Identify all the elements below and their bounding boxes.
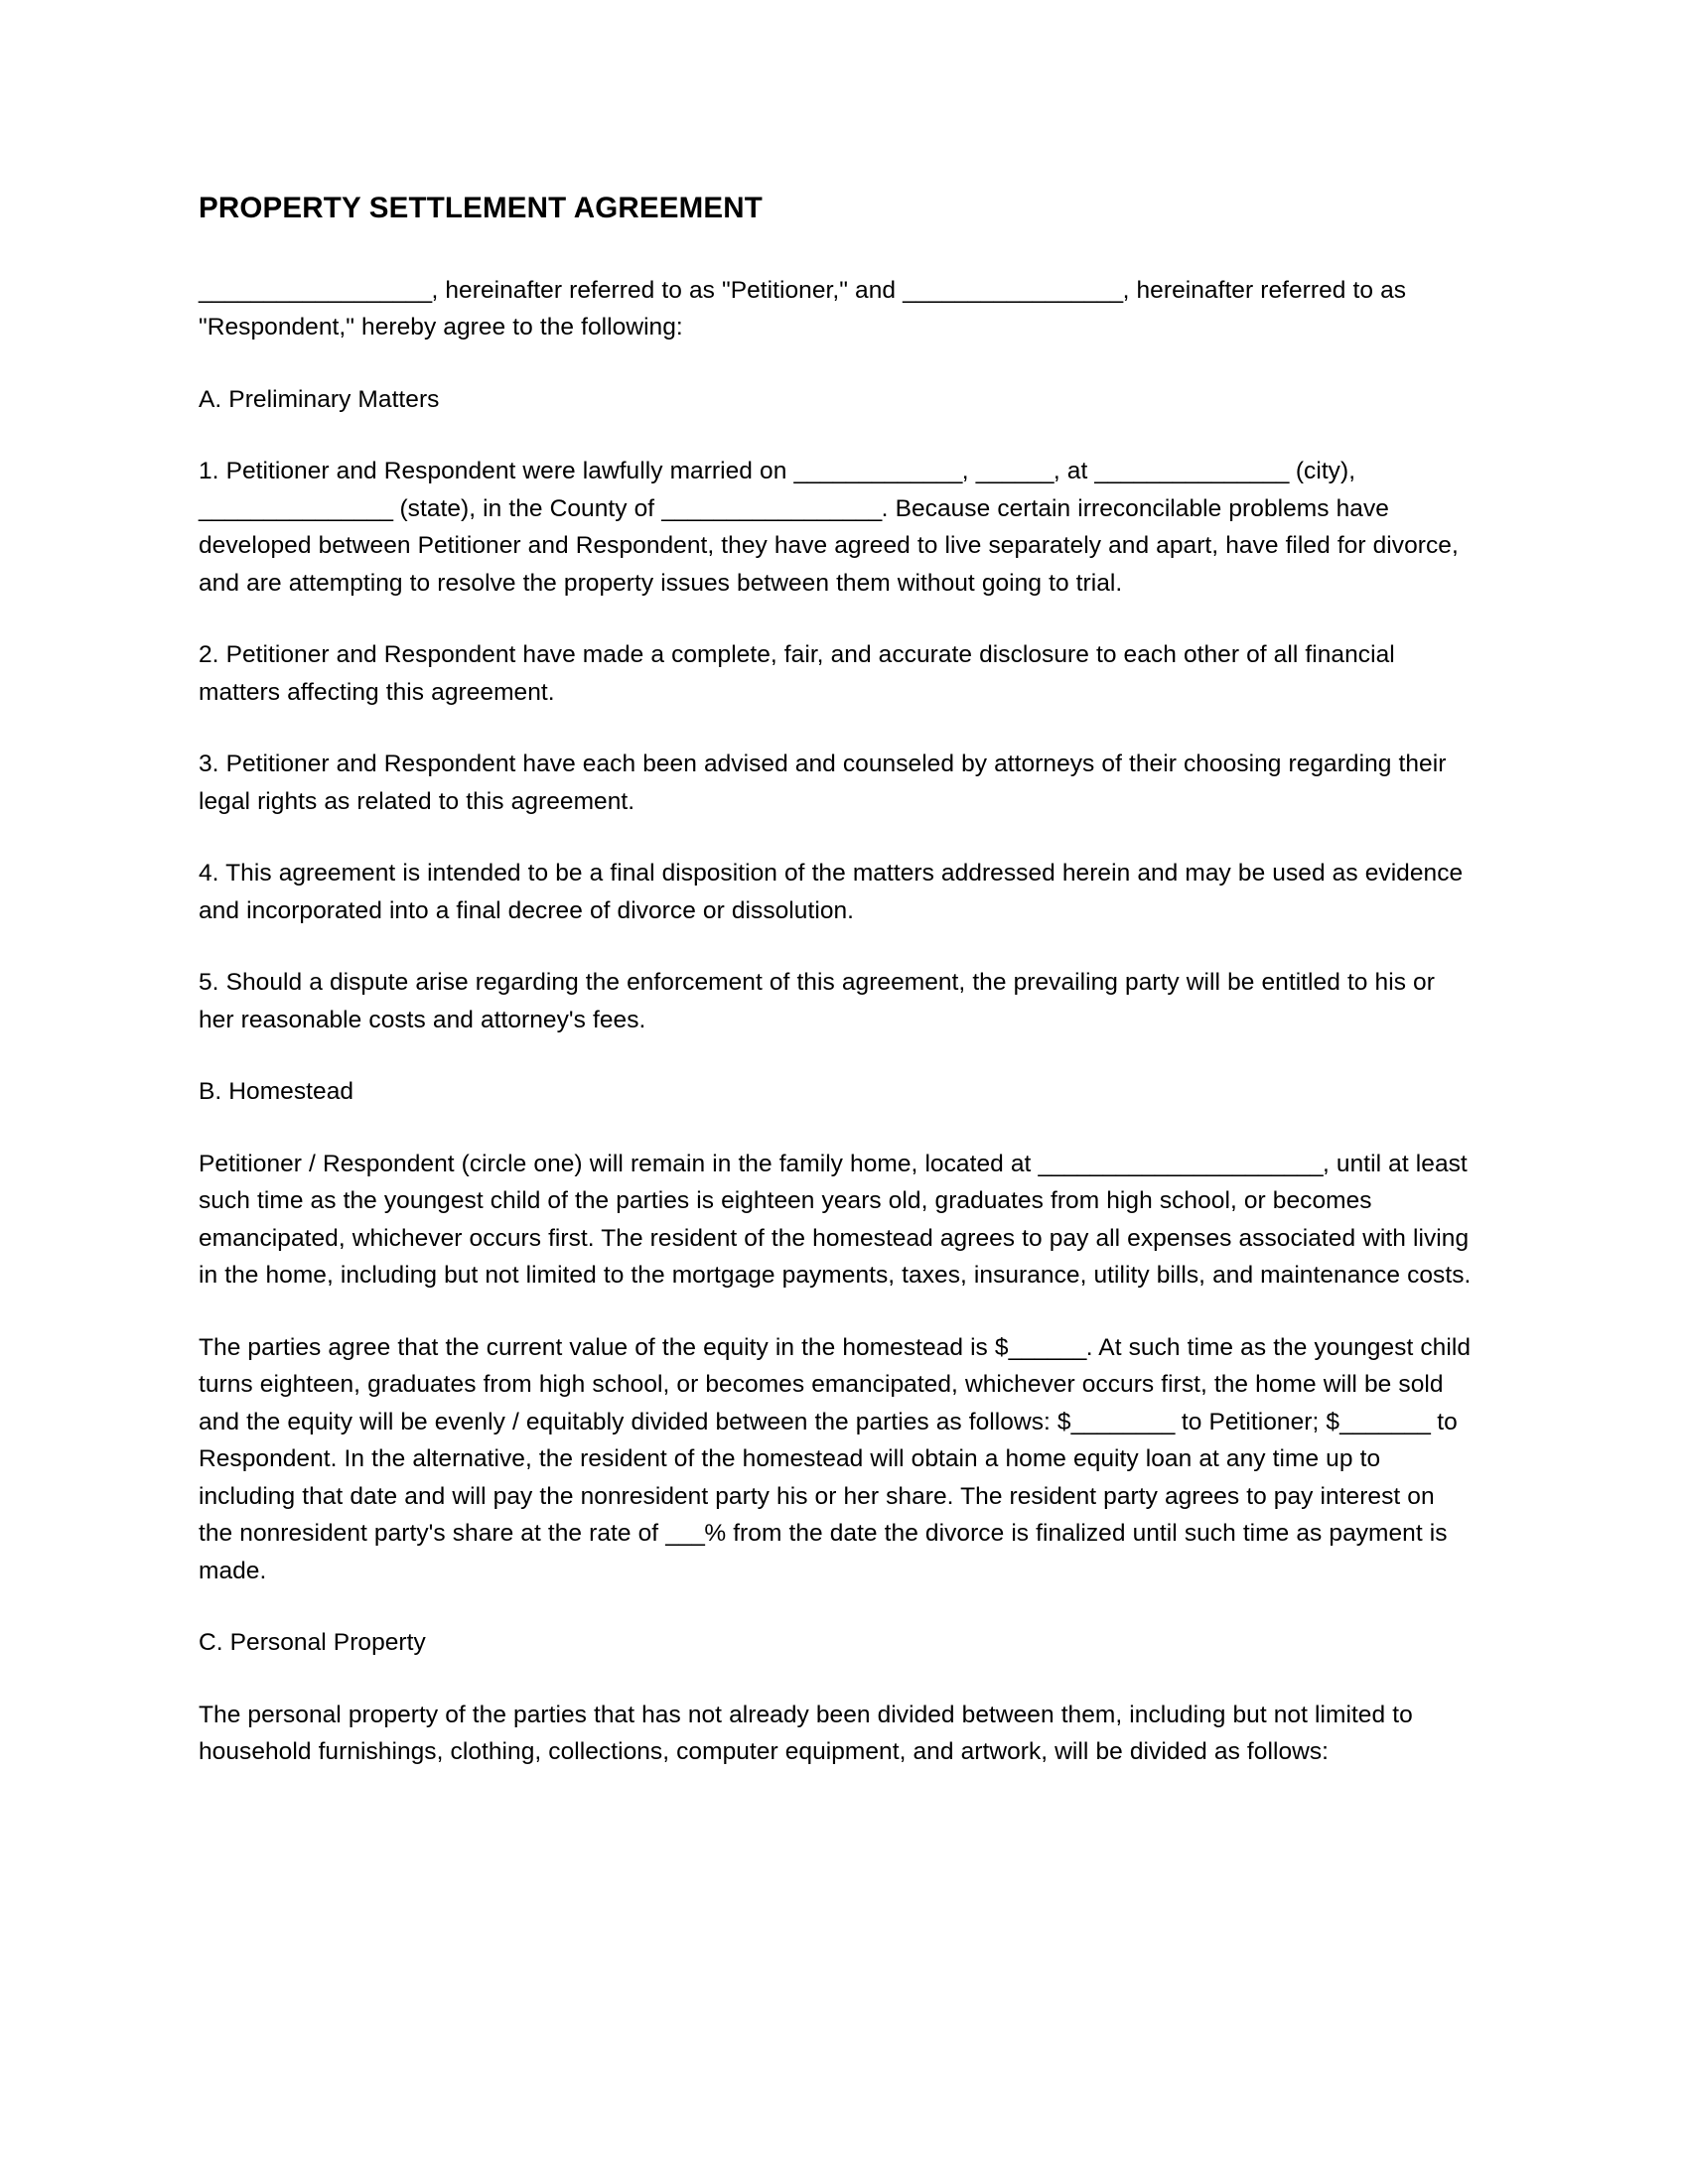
fill-in-blank[interactable]: __________________ xyxy=(199,276,432,304)
clause-c1: The personal property of the parties that has not already been divided between them, including but not limited to household furnishings, clothing, collections, computer equipment, and artwork, will be divided as follows: xyxy=(199,1701,1413,1766)
page-title: PROPERTY SETTLEMENT AGREEMENT xyxy=(199,192,763,224)
clause-a1: 1. Petitioner and Respondent were lawfully married on _____________, ______, at _______________ (city), _______________ (state), in the County of _________________. Because certain irreconcilable problems have developed between Petitioner and Respondent, they have agreed to live separately and apart, have filed for divorce, and are attempting to resolve the property issues between them without going to trial. xyxy=(199,458,1459,597)
parties-intro: __________________, hereinafter referred to as "Petitioner," and _________________, hereinafter referred to as "Respondent," hereby agree to the following: xyxy=(199,276,1407,341)
fill-in-blank[interactable]: ______ xyxy=(1008,1333,1086,1361)
document-body xyxy=(199,272,1475,1771)
fill-in-blank[interactable]: ______ xyxy=(975,458,1054,485)
fill-in-blank[interactable]: _______ xyxy=(1339,1408,1431,1435)
fill-in-blank[interactable]: _________________ xyxy=(903,276,1123,304)
clause-a3: 3. Petitioner and Respondent have each been advised and counseled by attorneys of their choosing regarding their legal rights as related to this agreement. xyxy=(199,751,1447,815)
clause-a2: 2. Petitioner and Respondent have made a complete, fair, and accurate disclosure to each other of all financial matters affecting this agreement. xyxy=(199,641,1395,706)
fill-in-blank[interactable]: _____________ xyxy=(793,458,962,485)
clause-a5: 5. Should a dispute arise regarding the enforcement of this agreement, the prevailing party will be entitled to his or her reasonable costs and attorney's fees. xyxy=(199,969,1435,1033)
fill-in-blank[interactable]: _______________ xyxy=(1094,458,1289,485)
fill-in-blank[interactable]: ______________________ xyxy=(1038,1150,1324,1177)
fill-in-blank[interactable]: ________ xyxy=(1070,1408,1175,1435)
fill-in-blank[interactable]: ___ xyxy=(665,1520,705,1548)
clause-a4: 4. This agreement is intended to be a final disposition of the matters addressed herein and may be used as evidence and incorporated into a final decree of divorce or dissolution. xyxy=(199,860,1464,924)
fill-in-blank[interactable]: _________________ xyxy=(661,494,882,522)
section-b-heading: B. Homestead xyxy=(199,1078,354,1106)
clause-b2: The parties agree that the current value of the equity in the homestead is $______. At such time as the youngest child turns eighteen, graduates from high school, or becomes emancipated, whichever occurs first, the home will be sold and the equity will be evenly / equitably divided between the parties as follows: $________ to Petitioner; $_______ to Respondent. In the alternative, the resident of the homestead will obtain a home equity loan at any time up to including that date and will pay the nonresident party his or her share. The resident party agrees to pay interest on the nonresident party's share at the rate of ___% from the date the divorce is finalized until such time as payment is made. xyxy=(199,1333,1471,1584)
section-a-heading: A. Preliminary Matters xyxy=(199,385,440,413)
fill-in-blank[interactable]: _______________ xyxy=(199,494,393,522)
section-c-heading: C. Personal Property xyxy=(199,1629,426,1657)
clause-b1: Petitioner / Respondent (circle one) will remain in the family home, located at ______________________, until at least such time as the youngest child of the parties is eighteen years old, graduates from high school, or becomes emancipated, whichever occurs first. The resident of the homestead agrees to pay all expenses associated with living in the home, including but not limited to the mortgage payments, taxes, insurance, utility bills, and maintenance costs. xyxy=(199,1150,1472,1290)
